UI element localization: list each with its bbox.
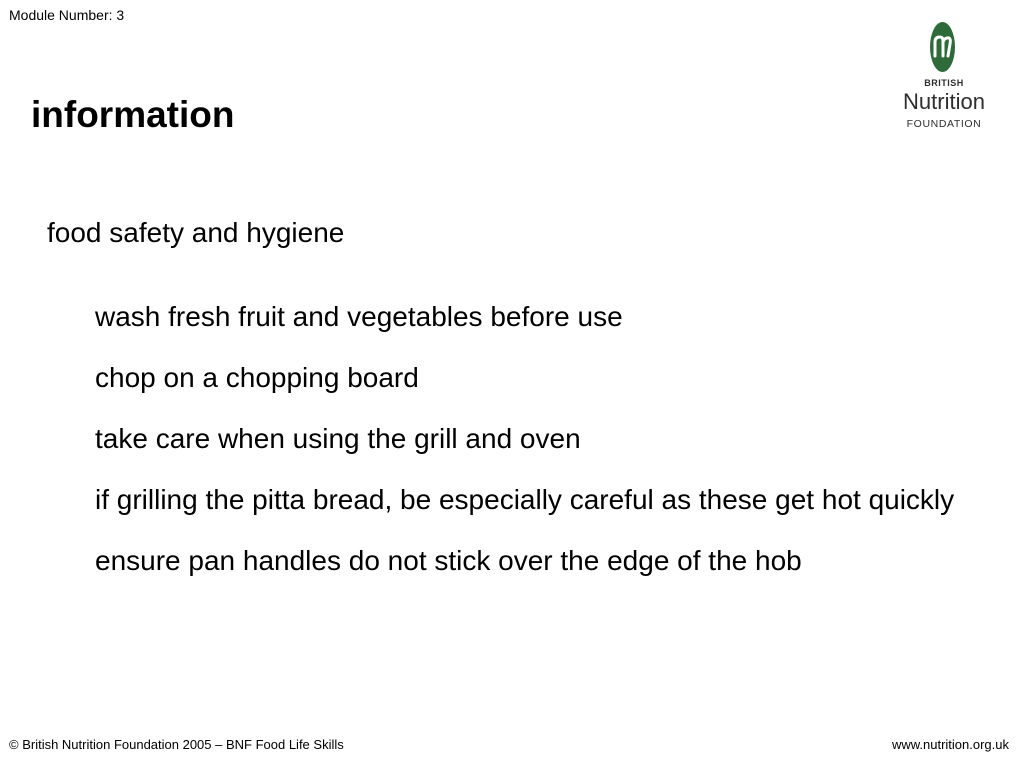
- page-title: information: [31, 94, 235, 135]
- list-item: take care when using the grill and oven: [95, 423, 581, 454]
- logo-nutrition-text: Nutrition: [903, 89, 985, 114]
- n-logo-icon: [930, 22, 955, 72]
- list-item: chop on a chopping board: [95, 362, 419, 393]
- module-number: Module Number: 3: [9, 7, 125, 23]
- logo-british-text: BRITISH: [924, 78, 964, 88]
- logo-foundation-text: FOUNDATION: [906, 118, 982, 130]
- footer-copyright: © British Nutrition Foundation 2005 – BNF Food Life Skills: [9, 737, 344, 752]
- list-item: if grilling the pitta bread, be especially careful as these get hot quickly: [95, 484, 955, 515]
- list-item: wash fresh fruit and vegetables before use: [95, 301, 623, 332]
- footer-website-link[interactable]: www.nutrition.org.uk: [891, 737, 1009, 752]
- bnf-logo: [884, 20, 1004, 135]
- safety-list: [95, 296, 975, 601]
- section-heading: food safety and hygiene: [47, 217, 345, 248]
- list-item: ensure pan handles do not stick over the edge of the hob: [95, 545, 802, 576]
